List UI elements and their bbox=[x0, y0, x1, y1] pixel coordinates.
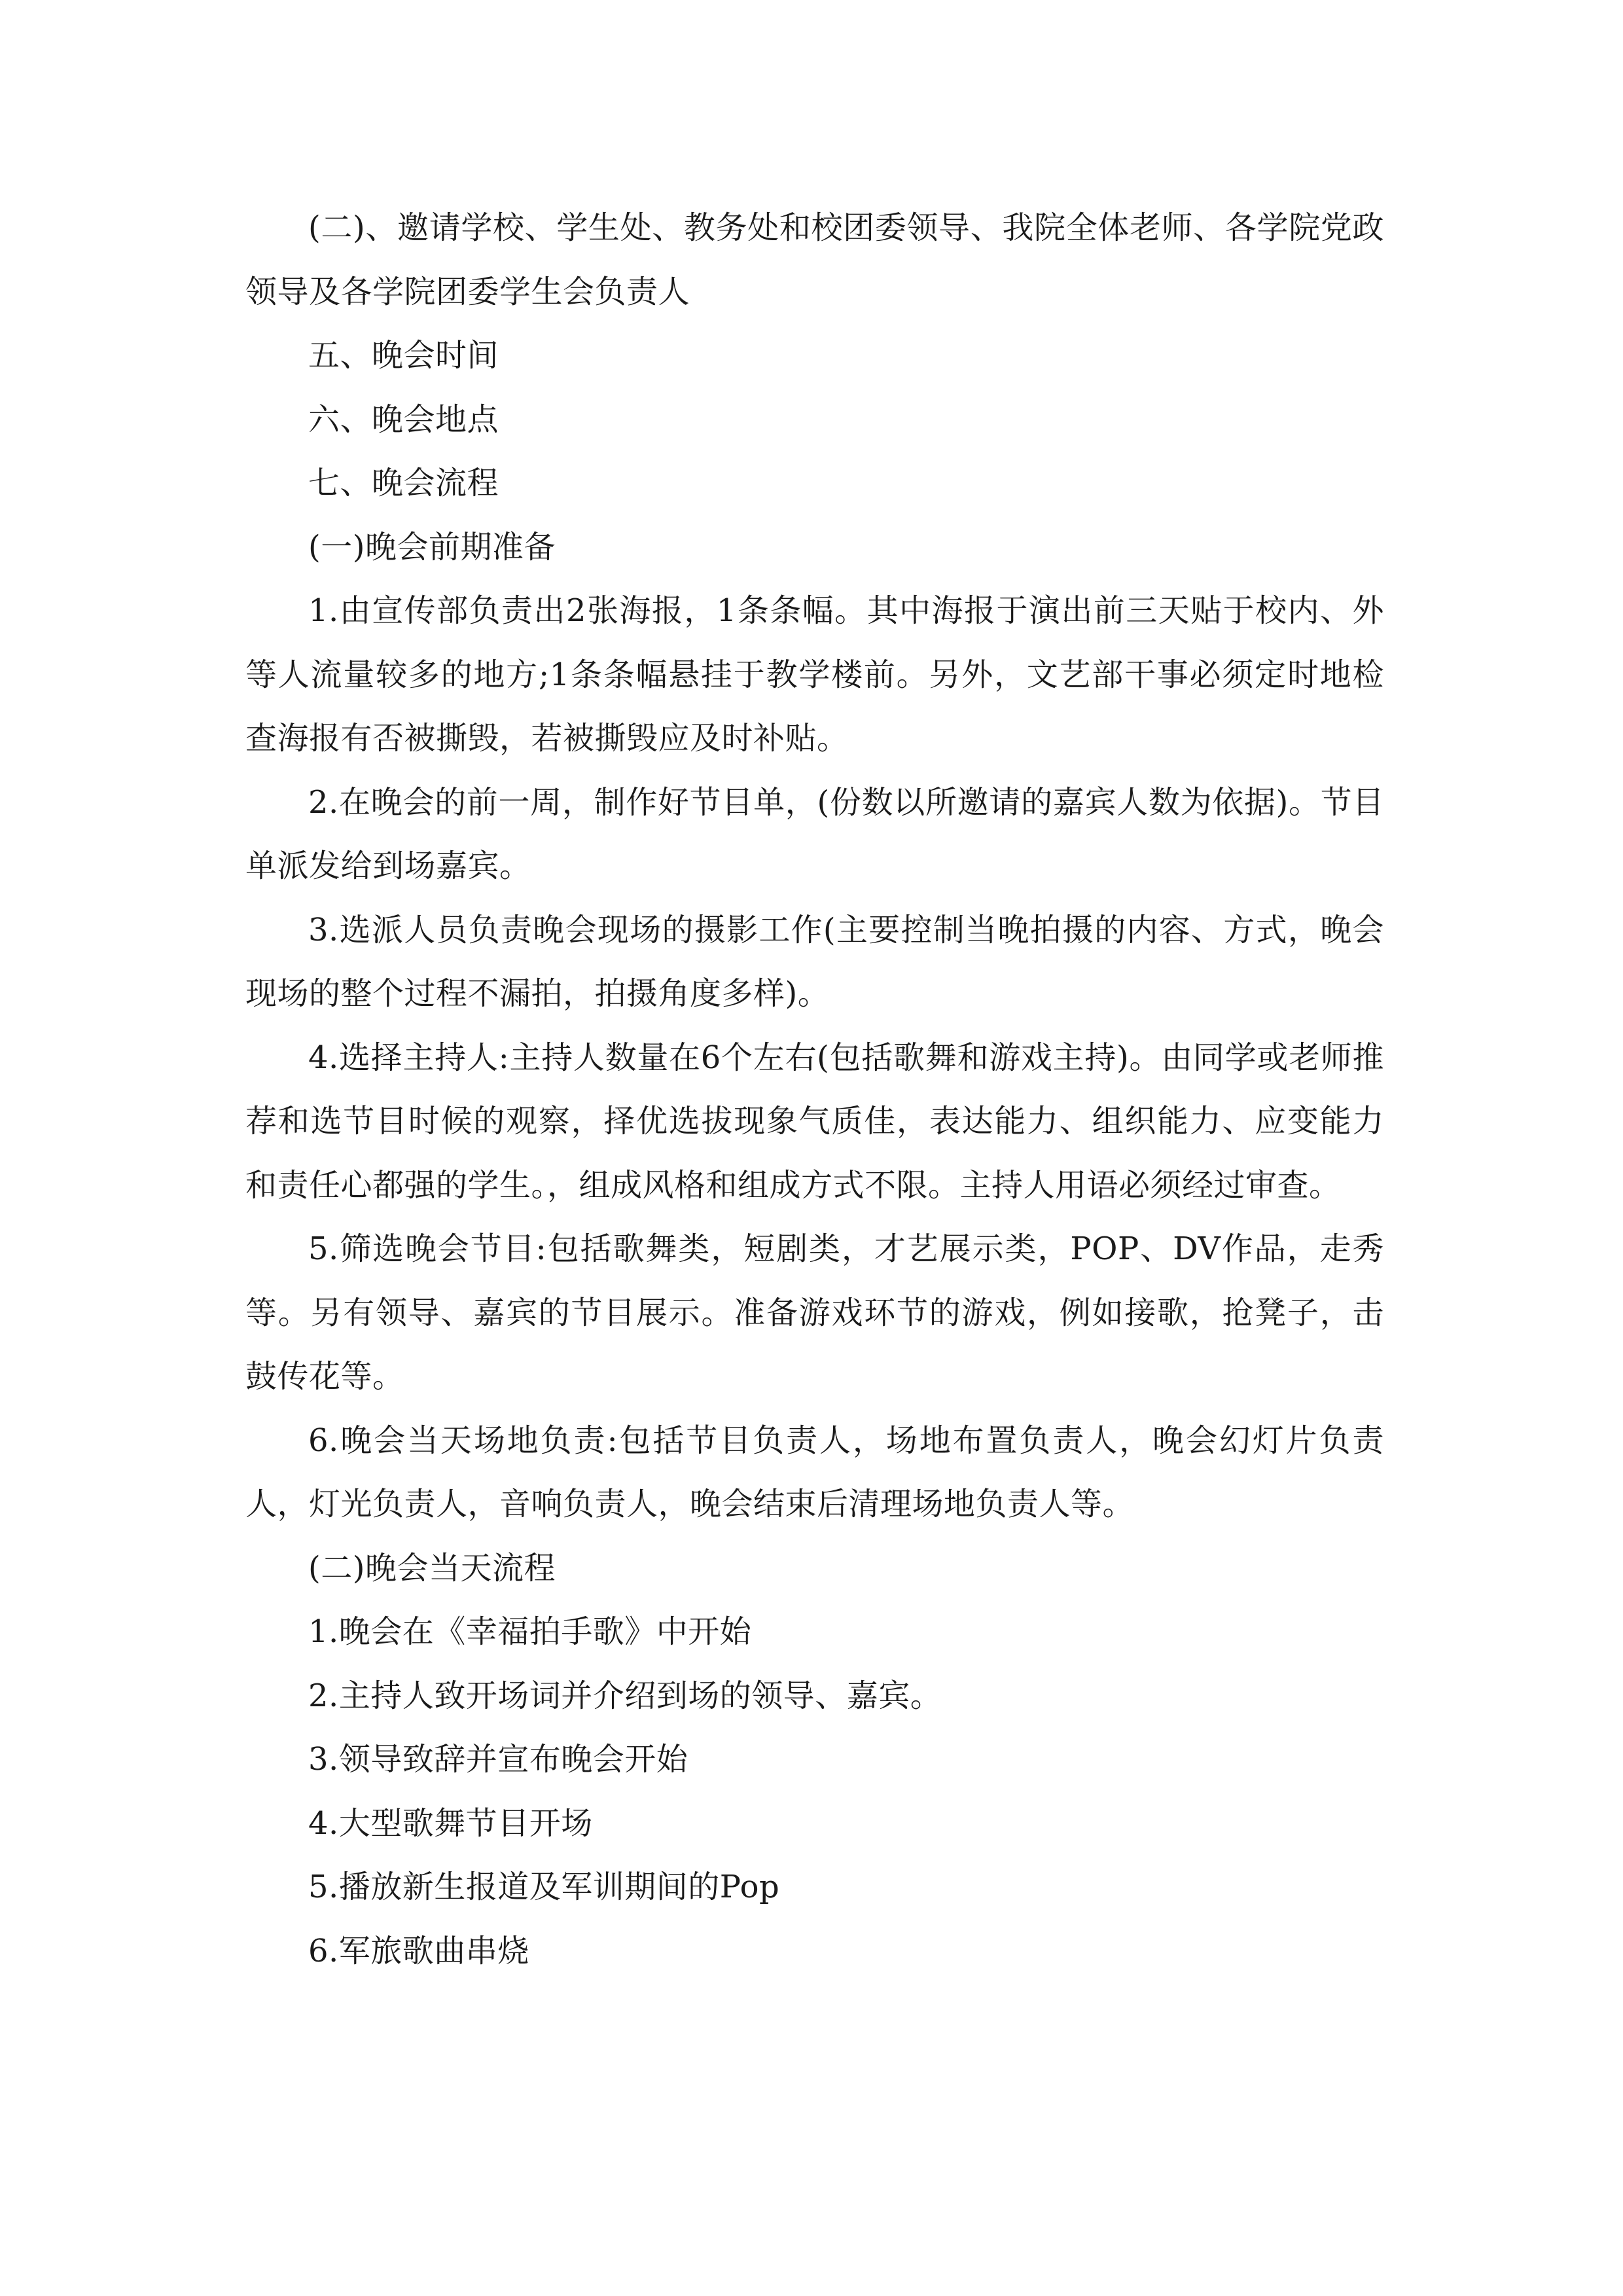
paragraph-prep-item-1: 1.由宣传部负责出2张海报，1条条幅。其中海报于演出前三天贴于校内、外等人流量较多的地方;1条条幅悬挂于教学楼前。另外，文艺部干事必须定时地检查海报有否被撕毁，若被撕毁应及时补贴。 bbox=[245, 592, 1384, 757]
paragraph-day-item-2: 2.主持人致开场词并介绍到场的领导、嘉宾。 bbox=[308, 1677, 942, 1714]
paragraph-day-item-4: 4.大型歌舞节目开场 bbox=[308, 1804, 593, 1842]
paragraph-prep-item-6: 6.晚会当天场地负责:包括节目负责人，场地布置负责人，晚会幻灯片负责人，灯光负责人，音响负责人，晚会结束后清理场地负责人等。 bbox=[245, 1422, 1384, 1522]
section-heading-location: 六、晚会地点 bbox=[308, 401, 499, 438]
paragraph-day-item-6: 6.军旅歌曲串烧 bbox=[308, 1932, 529, 1969]
subsection-heading-preparation: (一)晚会前期准备 bbox=[308, 528, 556, 565]
paragraph-day-item-1: 1.晚会在《幸福拍手歌》中开始 bbox=[308, 1613, 752, 1650]
paragraph-prep-item-4: 4.选择主持人:主持人数量在6个左右(包括歌舞和游戏主持)。由同学或老师推荐和选节目时候的观察，择优选拔现象气质佳，表达能力、组织能力、应变能力和责任心都强的学生。，组成风格和组成方式不限。主持人用语必须经过审查。 bbox=[245, 1039, 1384, 1204]
paragraph-invitation: (二)、邀请学校、学生处、教务处和校团委领导、我院全体老师、各学院党政领导及各学院团委学生会负责人 bbox=[245, 209, 1384, 310]
section-heading-time: 五、晚会时间 bbox=[308, 337, 499, 374]
paragraph-prep-item-5: 5.筛选晚会节目:包括歌舞类，短剧类，才艺展示类，POP、DV作品，走秀等。另有领导、嘉宾的节目展示。准备游戏环节的游戏，例如接歌，抢凳子，击鼓传花等。 bbox=[245, 1230, 1384, 1395]
document-body bbox=[245, 196, 1384, 1983]
section-heading-process: 七、晚会流程 bbox=[308, 465, 499, 501]
paragraph-day-item-3: 3.领导致辞并宣布晚会开始 bbox=[308, 1741, 688, 1778]
paragraph-day-item-5: 5.播放新生报道及军训期间的Pop bbox=[308, 1869, 780, 1905]
paragraph-prep-item-2: 2.在晚会的前一周，制作好节目单，(份数以所邀请的嘉宾人数为依据)。节目单派发给到场嘉宾。 bbox=[245, 783, 1384, 884]
paragraph-prep-item-3: 3.选派人员负责晚会现场的摄影工作(主要控制当晚拍摄的内容、方式，晚会现场的整个过程不漏拍，拍摄角度多样)。 bbox=[245, 911, 1384, 1012]
subsection-heading-day-process: (二)晚会当天流程 bbox=[308, 1549, 556, 1587]
